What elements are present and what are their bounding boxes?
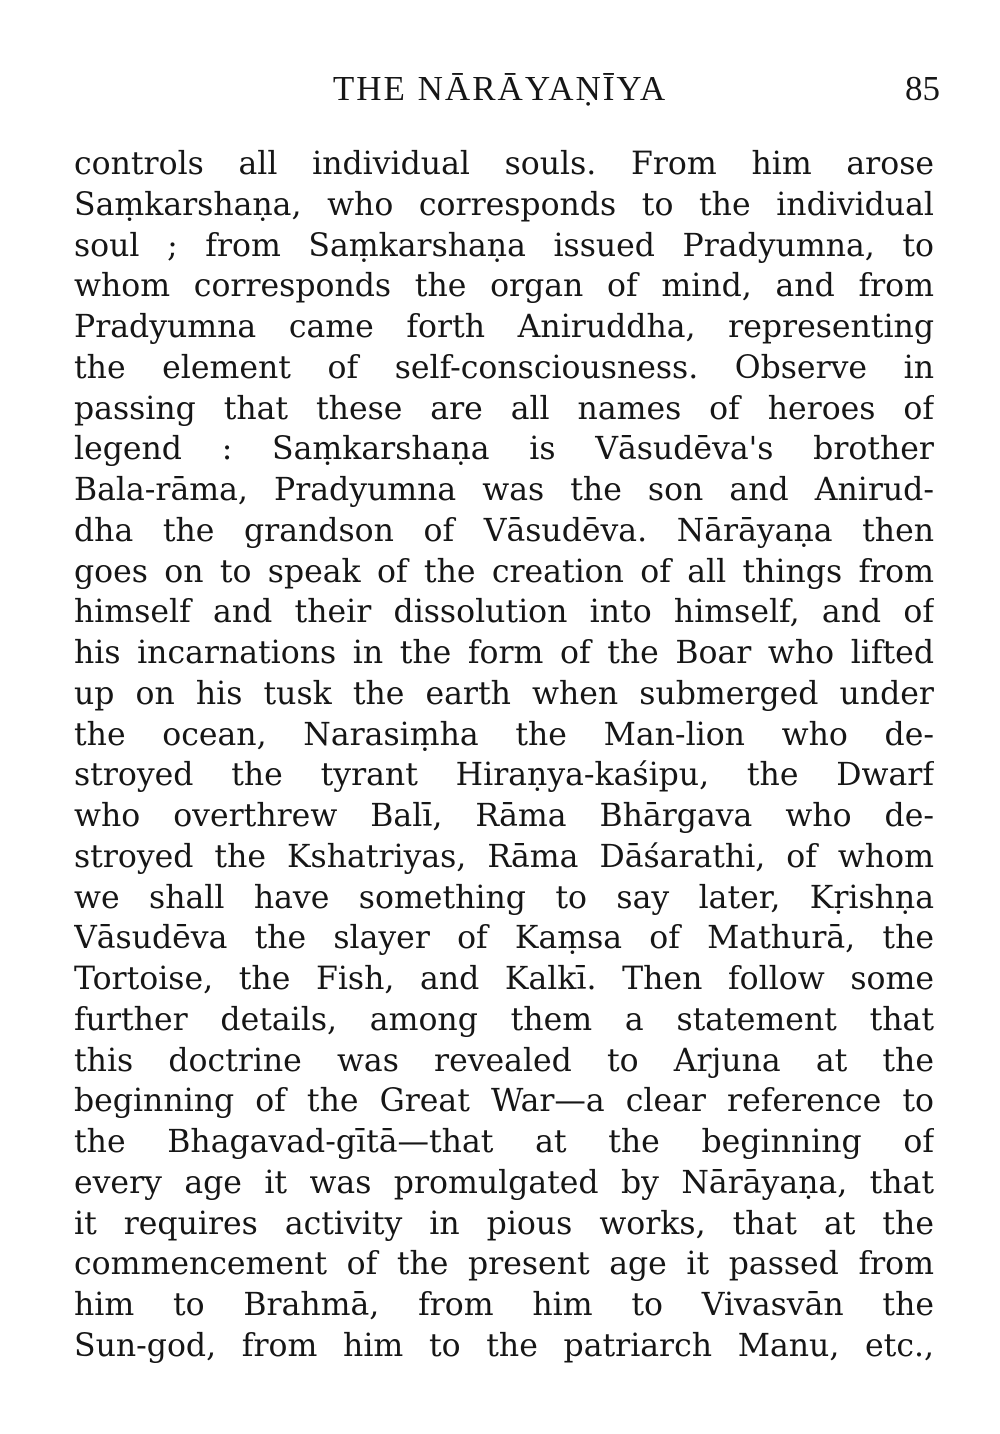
text-line: Pradyumna came forth Aniruddha, representing [74,309,934,345]
text-line: Vāsudēva the slayer of Kaṃsa of Mathurā, the [74,920,934,957]
text-line: Sun-god, from him to the patriarch Manu, etc., [74,1327,934,1364]
running-head [60,66,940,112]
text-line: up on his tusk the earth when submerged under [74,675,934,712]
text-line: it requires activity in pious works, that at the [74,1205,934,1242]
text-line: controls all individual souls. From him arose [74,146,934,182]
text-line: dha the grandson of Vāsudēva. Nārāyaṇa then [74,512,934,549]
text-line: stroyed the Kshatriyas, Rāma Dāśarathi, of whom [74,838,934,875]
page-number: 85 [905,69,940,108]
text-line: Bala-rāma, Pradyumna was the son and Anirud- [74,472,934,508]
running-title: THE NĀRĀYAṆĪYA [332,69,668,108]
text-line: further details, among them a statement that [74,1001,934,1038]
text-line: stroyed the tyrant Hiraṇya-kaśipu, the Dwarf [74,757,934,794]
text-line: this doctrine was revealed to Arjuna at the [74,1042,934,1079]
text-line: the Bhagavad-gītā—that at the beginning of [74,1124,934,1160]
text-line: him to Brahmā, from him to Vivasvān the [74,1287,934,1323]
text-line: commencement of the present age it passed from [74,1246,934,1283]
text-line: passing that these are all names of heroes of [74,390,934,427]
text-line: the element of self-consciousness. Observe in [74,349,934,386]
text-line: his incarnations in the form of the Boar who lifted [74,635,934,671]
text-line: we shall have something to say later, Kṛishṇa [74,879,934,916]
text-line: Saṃkarshaṇa, who corresponds to the individual [74,186,934,223]
text-line: who overthrew Balī, Rāma Bhārgava who de- [74,798,934,834]
text-line: beginning of the Great War—a clear reference to [74,1083,934,1120]
body-text [74,144,934,1367]
text-line: himself and their dissolution into himself, and of [74,594,934,631]
text-line: every age it was promulgated by Nārāyaṇa, that [74,1164,934,1201]
text-line: Tortoise, the Fish, and Kalkī. Then follow some [74,961,934,997]
text-line: the ocean, Narasiṃha the Man-lion who de- [74,716,934,753]
text-line: whom corresponds the organ of mind, and from [74,268,934,305]
text-line: legend : Saṃkarshaṇa is Vāsudēva's brother [74,431,934,468]
text-line: soul ; from Saṃkarshaṇa issued Pradyumna, to [74,227,934,264]
text-line: goes on to speak of the creation of all things from [74,553,934,590]
